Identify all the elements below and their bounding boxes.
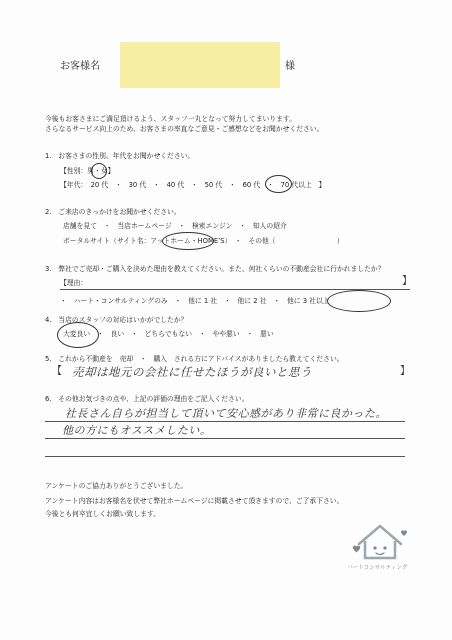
intro-line-2: さらなるサービス向上のため、お客さまの率直なご意見・ご感想などをお聞かせください。: [45, 125, 324, 133]
q1-question: 1. お客さまの性別、年代をお聞かせください。: [45, 152, 195, 160]
q6-answer-line-3: [45, 456, 405, 457]
closing-line-1: アンケートのご協力ありがとうございました。: [45, 482, 188, 490]
company-count-answer-circle: [327, 290, 391, 312]
q2-options-line-2: ポータルサイト（サイト名：アットホーム・HOME’S） ・ その他（ ）: [63, 237, 344, 245]
company-logo: [345, 520, 415, 575]
q4-question: 4. 当店のスタッフの対応はいかがでしたか？: [45, 316, 188, 324]
q2-options-line-1: 店舗を見て ・ 当店ホームページ ・ 検索エンジン ・ 知人の紹介: [63, 222, 287, 230]
q6-answer-line-1: [45, 421, 405, 422]
company-logo-text: ハートコンサルティング: [347, 565, 408, 571]
closing-line-2: アンケート内容はお客様名を伏せて弊社ホームページに掲載させて頂きますので、ご了承下さい。: [45, 497, 344, 505]
q3-options: ・ ハート・コンサルティングのみ ・ 他に 1 社 ・ 他に 2 社 ・ 他に 3 社以上: [60, 297, 330, 305]
honorific-label: 様: [285, 61, 295, 72]
house-heart-icon: [345, 520, 415, 562]
portal-answer-circle: [162, 232, 214, 250]
customer-name-label: お客様名: [60, 61, 100, 72]
q3-reason-line: 【理由：: [60, 279, 88, 287]
q5-question: 5. これから不動産を 売却 ・ 購入 される方にアドバイスがありましたら教えてください。: [45, 355, 344, 363]
intro-line-1: 今後もお客さまにご満足頂けるよう、スタッフ一丸となって努力してまいります。: [45, 115, 296, 123]
closing-line-3: 今後とも何卒宜しくお願い致します。: [45, 510, 161, 518]
q6-question: 6. その他お気づきの点や、上記の評価の理由をご記入ください。: [45, 395, 249, 403]
q6-answer-line-2: [45, 438, 405, 439]
q3-reason-close-bracket: 】: [402, 276, 412, 287]
q5-open-bracket: 【: [52, 366, 62, 377]
q6-handwritten-line-1: 社長さん自らが担当して頂いて安心感があり非常に良かった。: [65, 407, 387, 420]
age-answer-circle: [265, 175, 292, 193]
q4-options: 大変良い ・ 良い ・ どちらでもない ・ やや悪い ・ 悪い: [63, 330, 274, 338]
gender-answer-circle: [91, 163, 107, 179]
q1-age-line: 【年代： 20 代 ・ 30 代 ・ 40 代 ・ 50 代 ・ 60 代 ・ 70 代以上 】: [60, 181, 326, 189]
q5-close-bracket: 】: [400, 366, 410, 377]
q3-question: 3. 弊社でご売却・ご購入を決めた理由を教えてください。また、何社くらいの不動産会社に行かれましたか？: [45, 265, 385, 273]
staff-rating-answer-circle: [57, 322, 99, 348]
q2-question: 2. ご来店のきっかけをお聞かせください。: [45, 208, 181, 216]
customer-name-redaction: [120, 42, 280, 88]
q6-handwritten-line-2: 他の方にもオススメしたい。: [62, 424, 212, 437]
q5-handwritten-answer: 売却は地元の会社に任せたほうが良いと思う: [72, 365, 312, 379]
q1-gender-line: 【性別：男・女】: [60, 167, 115, 175]
